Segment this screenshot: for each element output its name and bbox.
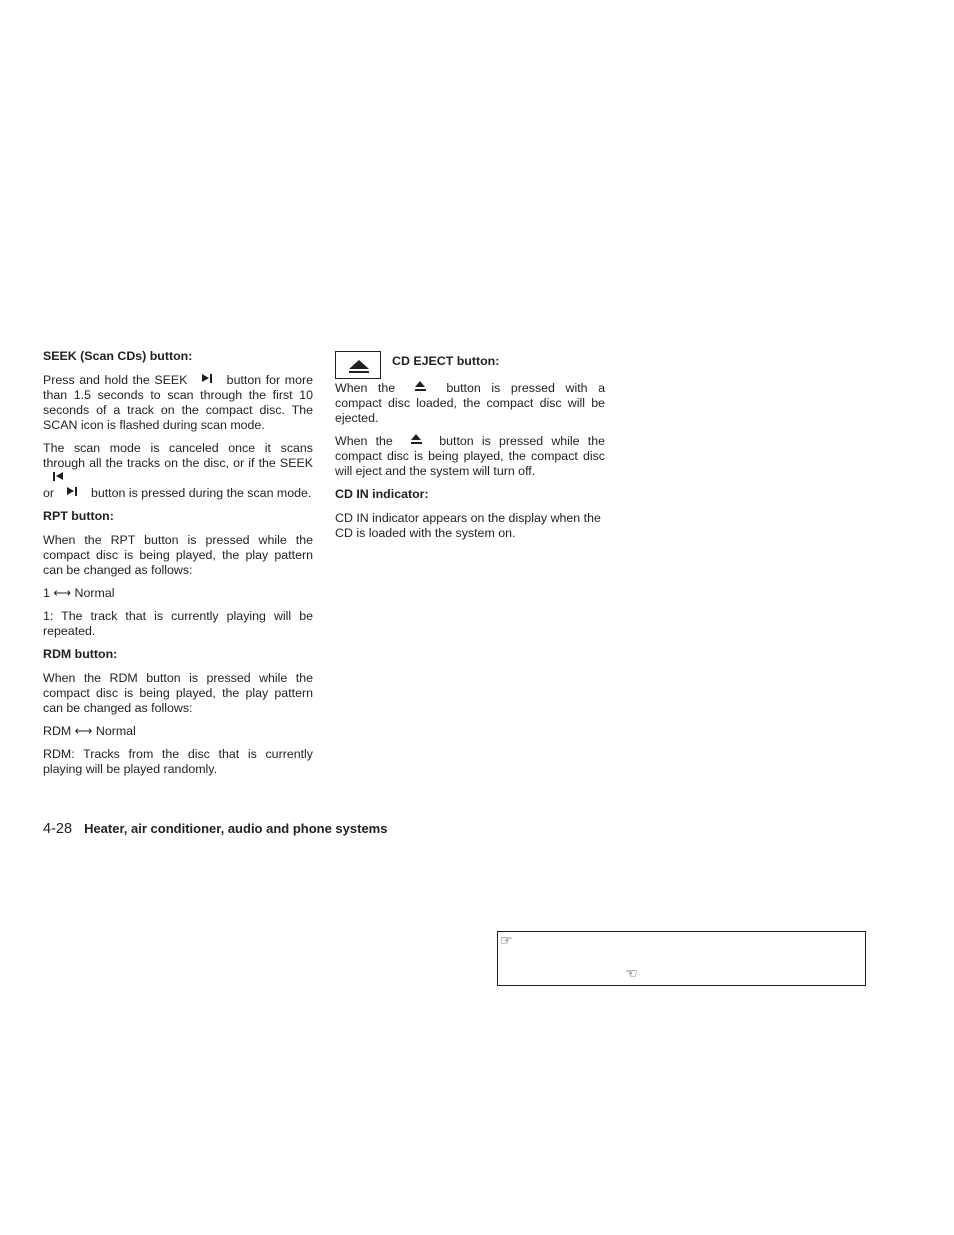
- page-footer: [43, 820, 387, 838]
- rpt-heading: RPT button:: [43, 509, 114, 523]
- cd-in-paragraph: CD IN indicator appears on the display when the CD is loaded with the system on.: [335, 511, 601, 540]
- eject-paragraph-1: When the button is pressed with a compact disc loaded, the compact disc will be ejected.: [335, 381, 605, 425]
- pointing-hand-icon: ☞: [500, 933, 513, 949]
- cd-in-heading: CD IN indicator:: [335, 487, 429, 501]
- eject-paragraph-2: When the button is pressed while the compact disc is being played, the compact disc will eject and the system will turn off.: [335, 434, 605, 478]
- rpt-paragraph-1: When the RPT button is pressed while the compact disc is being played, the play pattern can be changed as follows:: [43, 533, 313, 577]
- seek-heading: SEEK (Scan CDs) button:: [43, 349, 193, 363]
- seek-paragraph-1: Press and hold the SEEK button for more than 1.5 seconds to scan through the first 10 seconds of a track on the compact disc. The SCAN icon is flashed during scan mode.: [43, 373, 314, 432]
- eject-icon-box: [335, 351, 381, 379]
- rpt-paragraph-2: 1: The track that is currently playing will be repeated.: [43, 609, 313, 638]
- section-title: Heater, air conditioner, audio and phone systems: [84, 821, 388, 836]
- seek-next-icon: [202, 374, 213, 383]
- eject-icon: [349, 360, 369, 369]
- rpt-pattern: 1 ⟷ Normal: [43, 586, 115, 600]
- seek-paragraph-2: The scan mode is canceled once it scans through all the tracks on the disc, or if the SEEK or button is pressed during the scan mode.: [43, 441, 313, 500]
- rdm-heading: RDM button:: [43, 647, 118, 661]
- left-column: [43, 349, 313, 785]
- eject-icon: [415, 381, 426, 391]
- note-box: [497, 931, 866, 986]
- seek-prev-icon: [53, 472, 64, 481]
- rdm-paragraph-2: RDM: Tracks from the disc that is currently playing will be played randomly.: [43, 747, 313, 776]
- page-number: 4-28: [43, 821, 73, 837]
- rdm-pattern: RDM ⟷ Normal: [43, 724, 136, 738]
- eject-heading: CD EJECT button:: [392, 354, 500, 368]
- eject-icon: [411, 434, 422, 444]
- seek-next-icon: [67, 487, 78, 496]
- pointing-hand-icon: ☜: [625, 966, 638, 982]
- rdm-paragraph-1: When the RDM button is pressed while the compact disc is being played, the play pattern can be changed as follows:: [43, 671, 313, 715]
- right-column: [335, 381, 605, 549]
